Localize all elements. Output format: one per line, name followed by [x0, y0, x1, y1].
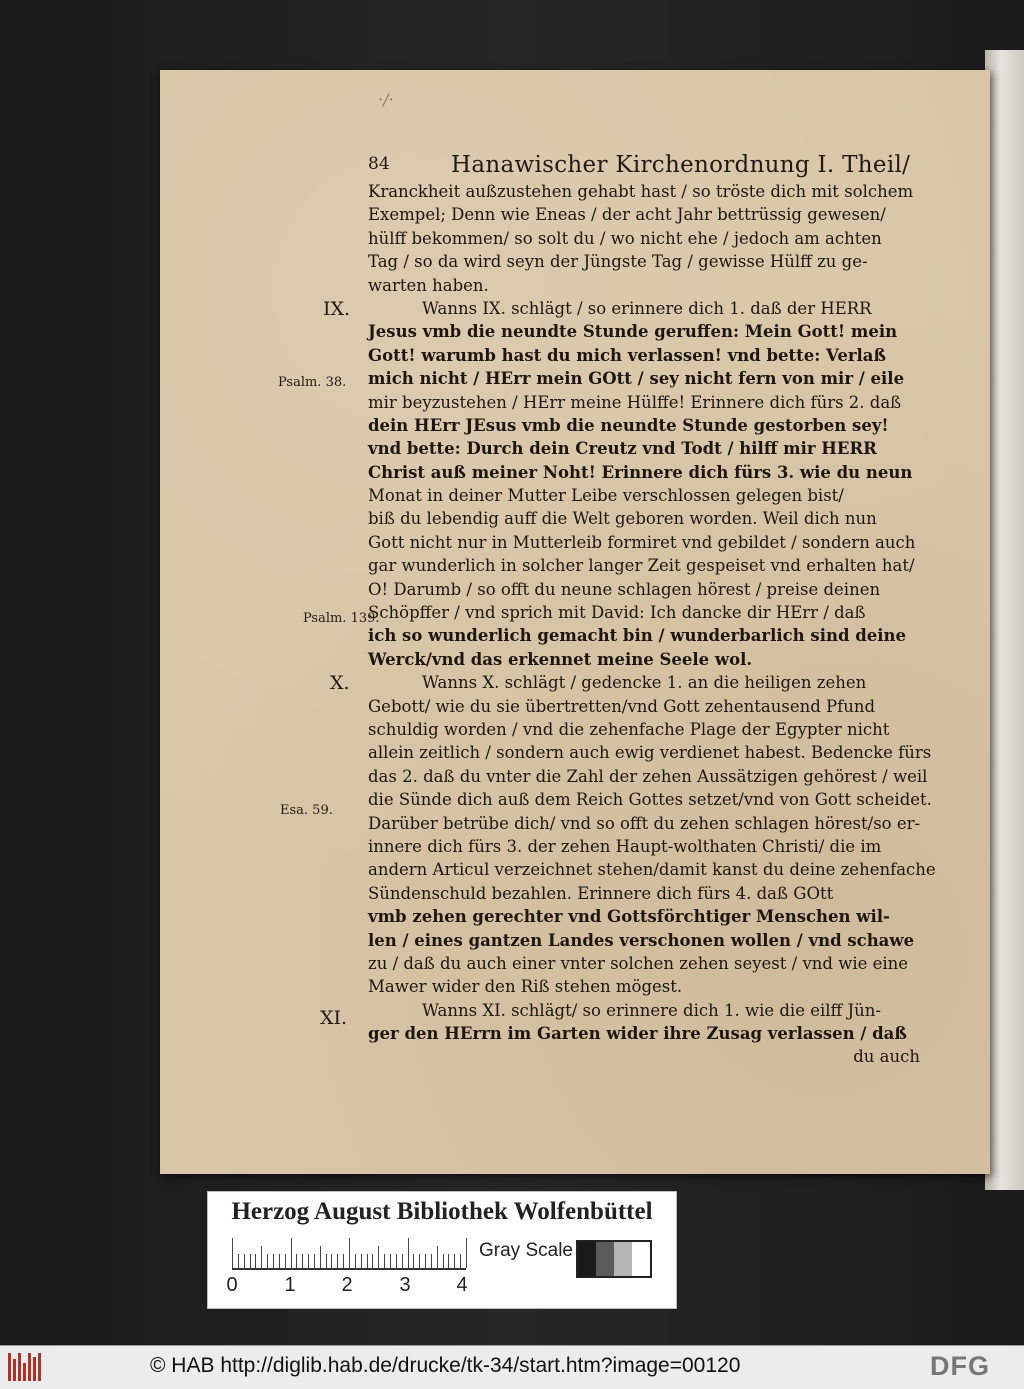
hab-logo-icon [8, 1353, 48, 1381]
ruler-number: 0 [226, 1274, 238, 1296]
ruler-tick [296, 1254, 297, 1268]
text-line: allein zeitlich / sondern auch ewig verdienet habest. Bedencke fürs [368, 743, 932, 763]
library-name: Herzog August Bibliothek Wolfenbüttel [231, 1198, 653, 1225]
ruler-tick [343, 1254, 344, 1268]
text-line: ich so wunderlich gemacht bin / wunderbarlich sind deine [368, 626, 907, 646]
text-line: Mawer wider den Riß stehen mögest. [368, 977, 683, 997]
ruler-tick [314, 1254, 315, 1268]
ruler-number: 3 [399, 1274, 411, 1296]
ruler-tick [250, 1254, 251, 1268]
ruler-tick [238, 1254, 239, 1268]
text-line: die Sünde dich auß dem Reich Gottes setzet/vnd von Gott scheidet. [368, 790, 932, 810]
text-line: vnd bette: Durch dein Creutz vnd Todt / hilff mir HERR [368, 439, 877, 459]
ruler-tick [367, 1254, 368, 1268]
text-line: hülff bekommen/ so solt du / wo nicht ehe / jedoch am achten [368, 228, 882, 248]
ruler-tick [267, 1254, 268, 1268]
text-line: das 2. daß du vnter die Zahl der zehen Aussätzigen gehörest / weil [368, 766, 928, 786]
page-number: 84 [368, 154, 390, 174]
text-line: gar wunderlich in solcher langer Zeit gespeiset vnd erhalten hat/ [368, 556, 915, 576]
text-line: schuldig worden / vnd die zehenfache Plage der Egypter nicht [368, 719, 890, 739]
ruler-tick [302, 1254, 303, 1268]
gray-swatch [614, 1242, 632, 1276]
ruler-tick [285, 1254, 286, 1268]
ruler-tick [466, 1238, 467, 1268]
text-line: Christ auß meiner Noht! Erinnere dich fürs 3. wie du neun [368, 462, 913, 482]
running-head [368, 152, 988, 182]
text-line: Kranckheit außzustehen gehabt hast / so tröste dich mit solchem [368, 182, 914, 201]
measurement-ruler [232, 1238, 466, 1270]
ruler-tick [425, 1254, 426, 1268]
ruler-tick [337, 1254, 338, 1268]
text-line: dein HErr JEsus vmb die neundte Stunde gestorben sey! [368, 415, 889, 435]
text-line: Schöpffer / vnd sprich mit David: Ich dancke dir HErr / daß [368, 603, 866, 623]
text-line: zu / daß du auch einer vnter solchen zehen seyest / vnd wie eine [368, 953, 909, 973]
gray-swatch [632, 1242, 650, 1276]
gray-scale-swatches [576, 1240, 652, 1278]
ruler-tick [378, 1246, 379, 1268]
book-page [160, 70, 990, 1174]
dfg-logo: DFG [930, 1351, 990, 1381]
text-line: Jesus vmb die neundte Stunde geruffen: Mein Gott! mein [368, 322, 898, 342]
ruler-tick [384, 1254, 385, 1268]
ruler-tick [431, 1254, 432, 1268]
ruler-tick [273, 1254, 274, 1268]
text-line: Exempel; Denn wie Eneas / der acht Jahr bettrüssig gewesen/ [368, 205, 886, 225]
pencil-mark: ·/· [378, 90, 394, 109]
ruler-tick [454, 1254, 455, 1268]
text-line: ger den HErrn im Garten wider ihre Zusag verlassen / daß [368, 1024, 907, 1044]
text-line: Wanns X. schlägt / gedencke 1. an die heiligen zehen [422, 673, 867, 693]
ruler-tick [232, 1238, 233, 1268]
ruler-tick [331, 1254, 332, 1268]
text-line: Gott nicht nur in Mutterleib formiret vnd gebildet / sondern auch [368, 532, 916, 552]
ruler-tick [361, 1254, 362, 1268]
catchword: du auch [853, 1047, 920, 1067]
gray-swatch [596, 1242, 614, 1276]
text-line: andern Articul verzeichnet stehen/damit kanst du deine zehenfache [368, 860, 936, 880]
ruler-tick [291, 1238, 292, 1268]
ruler-tick [413, 1254, 414, 1268]
gray-swatch [578, 1242, 596, 1276]
ruler-tick [308, 1254, 309, 1268]
ruler-tick [419, 1254, 420, 1268]
text-line: mir beyzustehen / HErr meine Hülffe! Erinnere dich fürs 2. daß [368, 392, 902, 412]
ruler-tick [372, 1254, 373, 1268]
running-head-title: Hanawischer Kirchenordnung I. Theil/ [451, 152, 911, 178]
ruler-tick [437, 1246, 438, 1268]
text-line: Gebott/ wie du sie übertretten/vnd Gott zehentausend Pfund [368, 696, 876, 716]
text-line: Wanns IX. schlägt / so erinnere dich 1. daß der HERR [422, 298, 872, 318]
text-line: Monat in deiner Mutter Leibe verschlossen gelegen bist/ [368, 486, 844, 506]
text-line: Sündenschuld bezahlen. Erinnere dich fürs 4. daß GOtt [368, 883, 834, 903]
ruler-tick [443, 1254, 444, 1268]
next-page-edge [985, 50, 1024, 1190]
margin-ref-psalm38: Psalm. 38. [278, 375, 347, 390]
footer-bar [0, 1345, 1024, 1389]
margin-section-ix: IX. [323, 298, 351, 320]
ruler-number: 4 [456, 1274, 468, 1296]
ruler-number: 2 [341, 1274, 353, 1296]
text-line: innere dich fürs 3. der zehen Haupt-wolthaten Christi/ die im [368, 836, 882, 856]
text-line: biß du lebendig auff die Welt geboren worden. Weil dich nun [368, 509, 877, 529]
text-line: Darüber betrübe dich/ vnd so offt du zehen schlagen hörest/so er- [368, 813, 921, 833]
copyright-link[interactable]: © HAB http://diglib.hab.de/drucke/tk-34/start.htm?image=00120 [150, 1354, 741, 1377]
ruler-tick [396, 1254, 397, 1268]
text-line: len / eines gantzen Landes verschonen wollen / vnd schawe [368, 930, 915, 950]
text-line: Tag / so da wird seyn der Jüngste Tag / gewisse Hülff zu ge- [368, 252, 868, 272]
ruler-tick [408, 1238, 409, 1268]
ruler-tick [390, 1254, 391, 1268]
ruler-tick [279, 1254, 280, 1268]
ruler-tick [326, 1254, 327, 1268]
margin-section-x: X. [330, 672, 350, 694]
ruler-tick [448, 1254, 449, 1268]
text-line: vmb zehen gerechter vnd Gottsförchtiger Menschen wil- [368, 907, 890, 927]
ruler-tick [402, 1254, 403, 1268]
ruler-tick [244, 1254, 245, 1268]
margin-ref-esa59: Esa. 59. [280, 803, 333, 818]
text-line: Gott! warumb hast du mich verlassen! vnd bette: Verlaß [368, 345, 887, 365]
margin-ref-psalm139: Psalm. 139. [303, 611, 380, 626]
gray-scale-label: Gray Scale [479, 1240, 573, 1261]
text-line: mich nicht / HErr mein GOtt / sey nicht fern von mir / eile [368, 369, 905, 389]
margin-section-xi: XI. [320, 1007, 348, 1029]
text-line: warten haben. [368, 275, 489, 295]
ruler-number: 1 [284, 1274, 296, 1296]
ruler-tick [355, 1254, 356, 1268]
ruler-tick [349, 1238, 350, 1268]
text-line: Werck/vnd das erkennet meine Seele wol. [368, 649, 753, 669]
ruler-tick [255, 1254, 256, 1268]
text-line: O! Darumb / so offt du neune schlagen hörest / preise deinen [368, 579, 881, 599]
color-calibration-bar [207, 1191, 677, 1309]
ruler-tick [460, 1254, 461, 1268]
text-line: Wanns XI. schlägt/ so erinnere dich 1. wie die eilff Jün- [422, 1000, 881, 1020]
ruler-tick [261, 1246, 262, 1268]
ruler-tick [320, 1246, 321, 1268]
body-text [368, 180, 936, 1069]
